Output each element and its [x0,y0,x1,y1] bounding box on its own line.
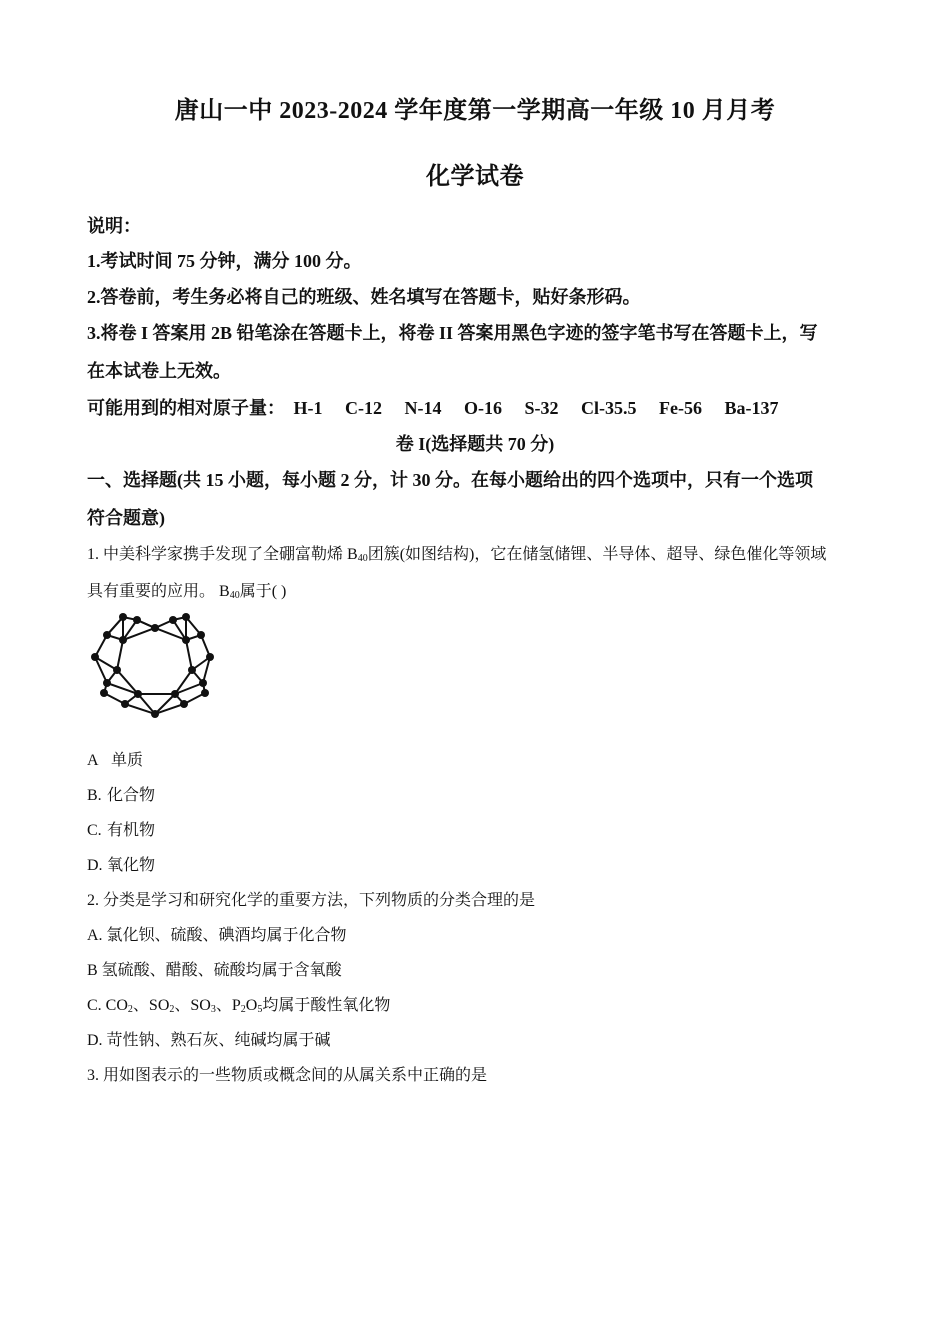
sub-3: 3 [210,1004,216,1015]
q2-option-c-letter: C. [87,997,106,1014]
instruction-1: 1.考试时间 75 分钟，满分 100 分。 [87,251,362,271]
q1-stem-line2 [87,578,877,601]
separator: 、 [132,997,149,1014]
part-one-heading-cont: 符合题意) [87,508,165,528]
q1-line2-text: 具有重要的应用。 B [87,583,230,600]
q2-option-b: B 氢硫酸、醋酸、硫酸均属于含氧酸 [87,962,342,979]
q1-option-b [87,782,877,805]
b40-cluster-diagram [87,607,222,722]
q1-option-d [87,852,877,875]
q1-stem-text-2: 团簇(如图结构)，它在储氢储锂、半导体、超导、绿色催化等领域 [367,546,827,563]
q1-stem [87,541,877,564]
q1-option-d-text: 氧化物 [107,857,156,874]
formula-so2: SO [148,997,170,1014]
atomic-mass-n: N-14 [404,398,442,418]
section-title: 卷 I(选择题共 70 分) [395,434,555,454]
q2-option-d: D. 苛性钠、熟石灰、纯碱均属于碱 [87,1032,331,1049]
q2-stem: 2. 分类是学习和研究化学的重要方法，下列物质的分类合理的是 [87,892,536,909]
q1-option-d-letter: D. [87,857,103,874]
exam-subject: 化学试卷 [426,164,524,190]
sub-2c: 2 [240,1004,246,1015]
q1-option-a [87,747,877,770]
atomic-mass-h: H-1 [293,398,323,418]
q1-option-c [87,817,877,840]
separator-2: 、 [174,997,191,1014]
atomic-masses [87,394,877,420]
q1-option-b-letter: B. [87,787,102,804]
formula-o: O [245,997,258,1014]
sub-5: 5 [257,1004,263,1015]
atomic-mass-ba: Ba-137 [724,398,779,418]
atomic-masses-label: 可能用到的相对原子量： [87,398,285,418]
instruction-3-cont: 在本试卷上无效。 [87,361,231,381]
q2-option-c [87,992,877,1015]
instructions-heading: 说明： [87,216,141,236]
separator-3: 、 [215,997,232,1014]
atomic-mass-cl: Cl-35.5 [581,398,637,418]
sub-2: 2 [127,1004,133,1015]
formula-co2: CO [105,997,128,1014]
atomic-mass-s: S-32 [524,398,559,418]
q1-option-a-text: 单质 [107,752,144,769]
formula-so3: SO [190,997,211,1014]
q1-answer-blank: 属于( ) [239,583,287,600]
part-one-heading: 一、选择题(共 15 小题，每小题 2 分，计 30 分。在每小题给出的四个选项中，只有一个选项 [87,470,813,490]
q1-option-c-letter: C. [87,822,102,839]
instruction-2: 2.答卷前，考生务必将自己的班级、姓名填写在答题卡，贴好条形码。 [87,287,641,307]
q1-stem-text: 1. 中美科学家携手发现了全硼富勒烯 B [87,546,358,563]
q1-subscript: 40 [357,553,368,564]
exam-title: 唐山一中 2023-2024 学年度第一学期高一年级 10 月月考 [174,98,776,124]
q1-subscript-2: 40 [229,590,240,601]
atomic-mass-c: C-12 [345,398,382,418]
sub-2b: 2 [169,1004,175,1015]
q1-option-b-text: 化合物 [107,787,156,804]
instruction-3: 3.将卷 I 答案用 2B 铅笔涂在答题卡上，将卷 II 答案用黑色字迹的签字笔书写在答题卡上，写 [87,323,818,343]
q1-option-a-letter: A [87,752,99,769]
q1-option-c-text: 有机物 [107,822,156,839]
q2-option-a: A. 氯化钡、硫酸、碘酒均属于化合物 [87,927,347,944]
q2-option-c-text: 均属于酸性氧化物 [262,997,391,1014]
formula-p: P [231,997,241,1014]
q3-stem: 3. 用如图表示的一些物质或概念间的从属关系中正确的是 [87,1067,488,1084]
atomic-mass-o: O-16 [464,398,502,418]
atomic-mass-fe: Fe-56 [659,398,702,418]
